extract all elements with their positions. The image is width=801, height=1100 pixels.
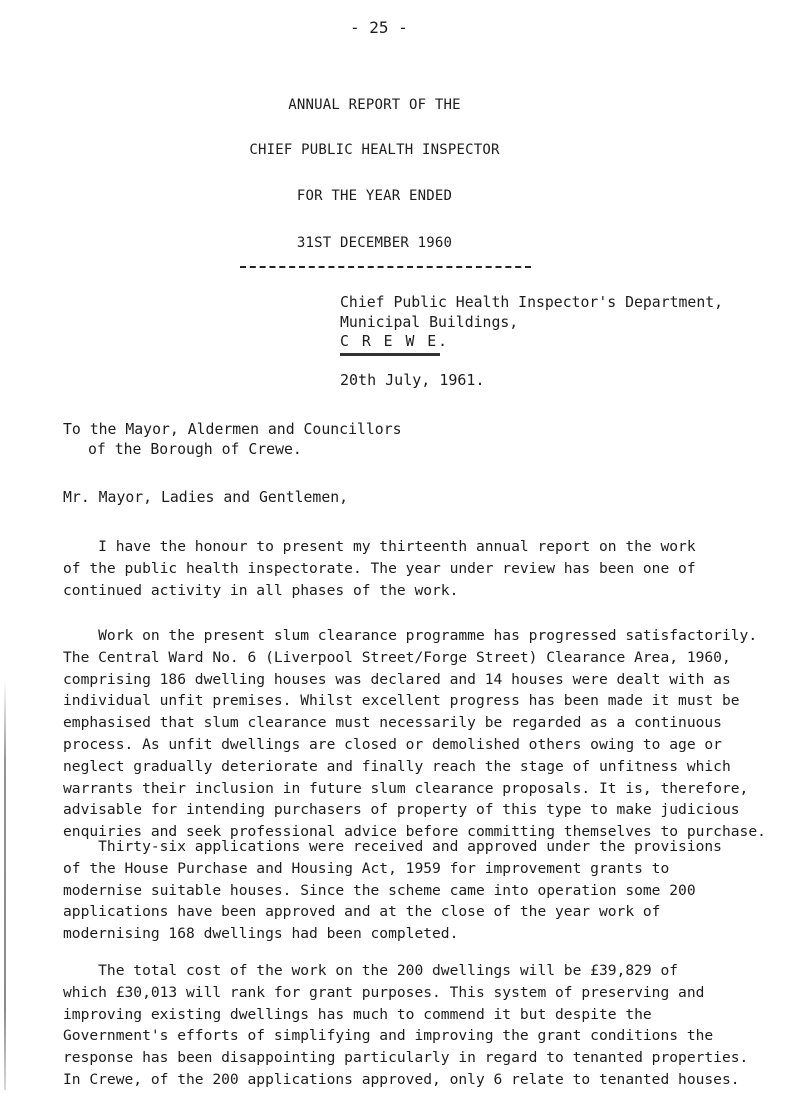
sender-address-line-3: C R E W E. bbox=[340, 333, 450, 350]
sender-address-line-2: Municipal Buildings, bbox=[340, 314, 519, 331]
report-title-line-1: ANNUAL REPORT OF THE bbox=[288, 97, 461, 113]
page-number: - 25 - bbox=[350, 18, 408, 37]
paragraph-slum-clearance: Work on the present slum clearance programme has progressed satisfactorily. The Central Ward No. 6 (Liverpool Street/Forge Street) Clearance Area, 1960, comprising 186 dwelling houses was declared and 14 houses were dealt with as individual unfit premises. Whilst excellent progress has been made it must be emphasised that slum clearance must necessarily be regarded as a continuous process. As unfit dwellings are closed or demolished others owing to age or neglect gradually deteriorate and finally reach the stage of unfitness which warrants their inclusion in future slum clearance proposals. It is, therefore, advisable for intending purchasers of property of this type to make judicious enquiries and seek professional advice before committing themselves to purchase. bbox=[63, 627, 766, 841]
report-title-line-2: CHIEF PUBLIC HEALTH INSPECTOR bbox=[249, 142, 500, 158]
letter-date: 20th July, 1961. bbox=[340, 371, 485, 389]
paragraph-introduction: I have the honour to present my thirteenth annual report on the work of the public health inspectorate. The year under review has been one of continued activity in all phases of the work. bbox=[63, 538, 696, 599]
report-title-line-4: 31ST DECEMBER 1960 bbox=[296, 235, 453, 251]
title-divider bbox=[240, 266, 531, 268]
paragraph-total-cost: The total cost of the work on the 200 dwellings will be £39,829 of which £30,013 will rank for grant purposes. This system of preserving and improving existing dwellings has much to commend it but despite the Government's efforts of simplifying and improving the grant conditions the response has been disappointing particularly in regard to tenanted properties. In Crewe, of the 200 applications approved, only 6 relate to tenanted houses. bbox=[63, 962, 749, 1088]
addressee-line-1: To the Mayor, Aldermen and Councillors bbox=[63, 421, 402, 438]
report-title-line-3: FOR THE YEAR ENDED bbox=[296, 188, 453, 204]
paragraph-improvement-grants: Thirty-six applications were received and approved under the provisions of the House Purchase and Housing Act, 1959 for improvement grants to modernise suitable houses. Since the scheme came into operation some 200 applications have been approved and at the close of the year work of modernising 168 dwellings had been completed. bbox=[63, 838, 722, 943]
sender-address-line-1: Chief Public Health Inspector's Department, bbox=[340, 294, 724, 311]
addressee-line-2: of the Borough of Crewe. bbox=[88, 441, 302, 458]
salutation: Mr. Mayor, Ladies and Gentlemen, bbox=[63, 489, 349, 506]
scan-margin-line bbox=[4, 680, 6, 1090]
sender-address-underline bbox=[340, 353, 440, 356]
